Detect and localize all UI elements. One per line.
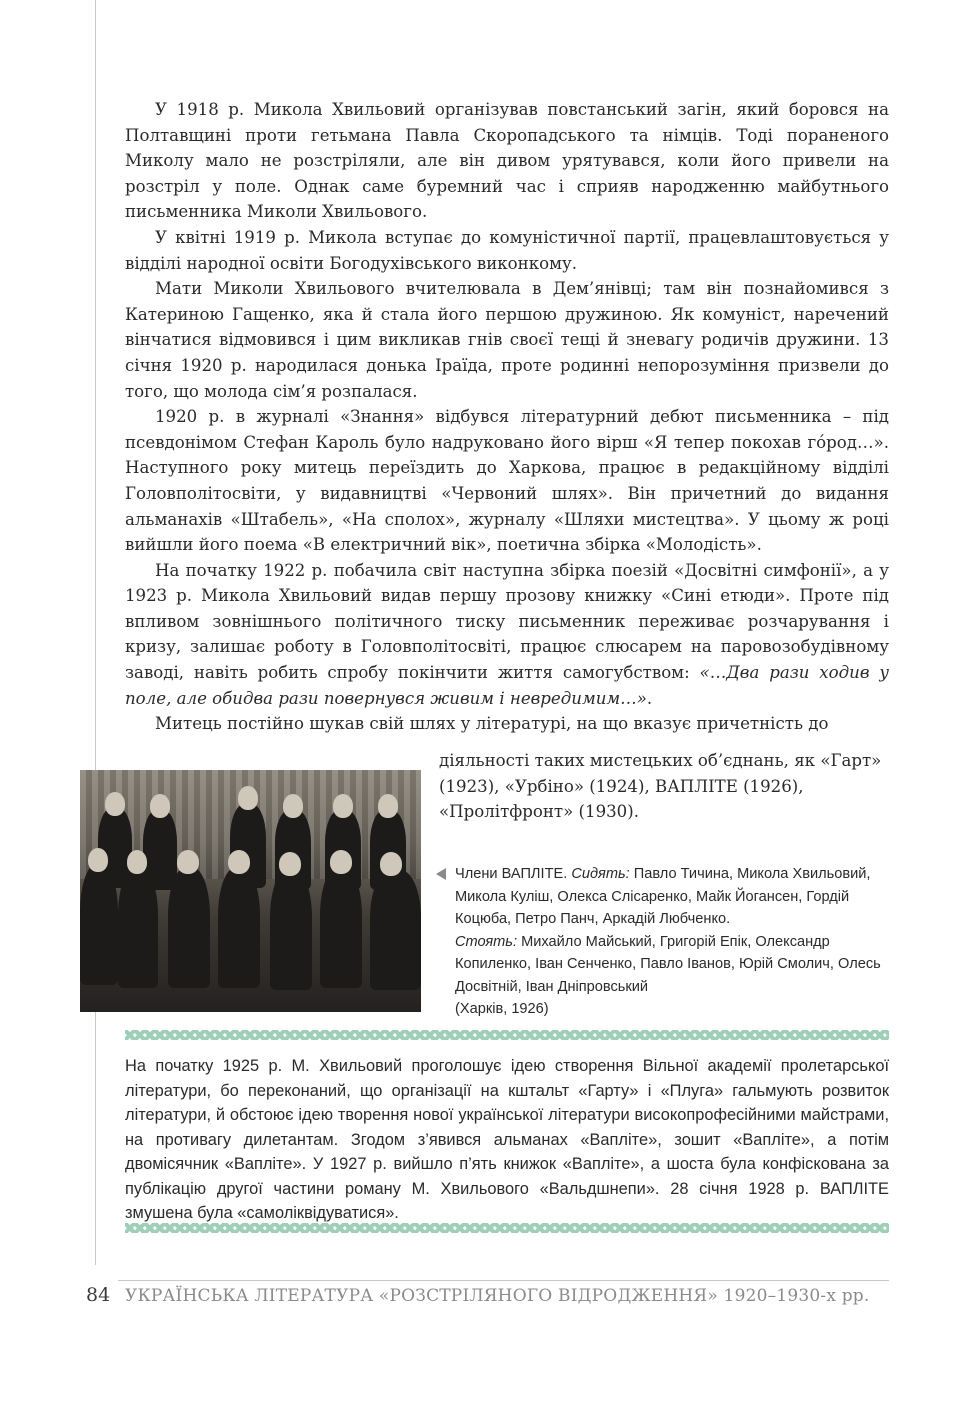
footer-rule — [118, 1280, 889, 1281]
paragraph-4: 1920 р. в журналі «Знання» відбувся літературний дебют письменника – під псевдонімом Стефан Кароль було надруковано його вірш «Я тепер покохав гóрод…». Наступного року митець переїздить до Харкова, працює в редакційному відділі Головполітосвіти, у видавництві «Червоний шлях». Він причетний до видання альманахів «Штабель», «На сполох», журналу «Шляхи мистецтва». У цьому ж році вийшли його поема «В електричний вік», поетична збірка «Молодість». — [125, 407, 889, 555]
photo-face — [330, 850, 352, 874]
photo-figure — [370, 870, 421, 990]
caption-seated-names: Павло Тичина, Микола Хвильовий, Микола Куліш, Олекса Слісаренко, Майк Йогансен, Гордій Коцюба, Петро Панч, Аркадій Любченко. — [455, 866, 871, 927]
photo-figure — [320, 868, 362, 988]
caption-title: Члени ВАПЛІТЕ. — [455, 866, 572, 882]
info-box — [125, 1054, 889, 1226]
photo-face — [177, 850, 199, 874]
paragraph-2: У квітні 1919 р. Микола вступає до комуністичної партії, працевлаштовується у відділі народної освіти Богодухівського виконкому. — [125, 227, 889, 273]
photo-face — [105, 792, 125, 816]
photo-face — [150, 794, 170, 818]
photo-face — [283, 794, 303, 818]
paragraph-3: Мати Миколи Хвильового вчителювала в Дем’янівці; там він познайомився з Катериною Гащенко, яка й стала його першою дружиною. Як комуніст, наречений вінчатися відмовився і цим викликав гнів своєї тещі й зневагу родичів дружини. 13 січня 1920 р. народилася донька Іраїда, проте родинні непорозуміння призвели до того, що молода сім’я розпалася. — [125, 279, 889, 401]
box-border-bottom — [125, 1223, 889, 1233]
paragraph-5-end: . — [646, 688, 653, 708]
page-number: 84 — [86, 1284, 111, 1306]
caption-seated-label: Сидять: — [571, 866, 630, 882]
photo-figure — [168, 868, 210, 988]
photo-face — [378, 794, 398, 818]
photo-caption — [436, 863, 886, 1021]
photo-face — [228, 850, 250, 874]
vaplite-group-photo — [80, 770, 421, 1012]
caption-place: (Харків, 1926) — [455, 1001, 549, 1017]
photo-figure — [218, 868, 260, 988]
photo-figure — [270, 870, 312, 990]
paragraph-6-continuation: діяльності таких мистецьких об’єднань, як «Гарт» (1923), «Урбіно» (1924), ВАПЛІТЕ (1926), «Пролітфронт» (1930). — [439, 751, 882, 822]
caption-standing-label: Стоять: — [455, 933, 518, 950]
main-text — [125, 97, 889, 737]
margin-rule — [95, 0, 96, 1265]
running-title: УКРАЇНСЬКА ЛІТЕРАТУРА «РОЗСТРІЛЯНОГО ВІДРОДЖЕННЯ» 1920–1930-х рр. — [125, 1286, 870, 1306]
info-box-text: На початку 1925 р. М. Хвильовий проголошує ідею створення Вільної академії пролетарської літератури, бо переконаний, що організації на кштальт «Гарту» і «Плуга» гальмують розвиток літератури, й обстоює ідею творення нової української літератури високопрофесійними майстрами, на противагу дилетантам. Згодом з’явився альманах «Вапліте», зошит «Вапліте», а потім двомісячник «Вапліте». У 1927 р. вийшло п’ять книжок «Вапліте», а шоста була конфіскована за публікацію другої частини роману М. Хвильового «Вальдшнепи». 28 січня 1928 р. ВАПЛІТЕ змушена була «самоліквідуватися». — [125, 1057, 889, 1222]
paragraph-5-quote: «…Два рази ходив у поле, але обидва рази повернувся живим і невредимим…» — [125, 663, 889, 708]
photo-figure — [118, 868, 158, 988]
caption-text — [436, 863, 886, 1021]
photo-face — [127, 850, 147, 874]
photo-face — [333, 794, 353, 818]
photo-face — [380, 852, 402, 876]
paragraph-5-text: На початку 1922 р. побачила світ наступна збірка поезій «Досвітні симфонії», а у 1923 р. Микола Хвильовий видав першу прозову книжку «Сині етюди». Проте під впливом зовнішнього політичного тиску письменник переживає розчарування і кризу, залишає роботу в Головполітосвіті, працює слюсарем на паровозобудівному заводі, навіть робить спробу покінчити життя самогубством: — [125, 560, 889, 683]
side-text — [439, 748, 889, 825]
box-border-top — [125, 1030, 889, 1040]
photo-figure — [80, 865, 118, 985]
photo-face — [88, 848, 108, 872]
caption-pointer-icon — [436, 868, 446, 880]
caption-standing-names: Михайло Майський, Григорій Епік, Олександр Копиленко, Іван Сенченко, Павло Іванов, Юрій Смолич, Олесь Досвітній, Іван Дніпровський — [455, 933, 881, 995]
paragraph-5 — [125, 558, 889, 712]
photo-face — [238, 786, 258, 810]
paragraph-1: У 1918 р. Микола Хвильовий організував повстанський загін, який боровся на Полтавщині проти гетьмана Павла Скоропадського та німців. Тоді пораненого Миколу мало не розстріляли, але він дивом урятувався, коли його привели на розстріл у поле. Однак саме буремний час і сприяв народженню майбутнього письменника Миколи Хвильового. — [125, 100, 889, 222]
paragraph-6-start: Митець постійно шукав свій шлях у літературі, на що вказує причетність до — [155, 714, 829, 734]
photo-face — [279, 852, 301, 876]
